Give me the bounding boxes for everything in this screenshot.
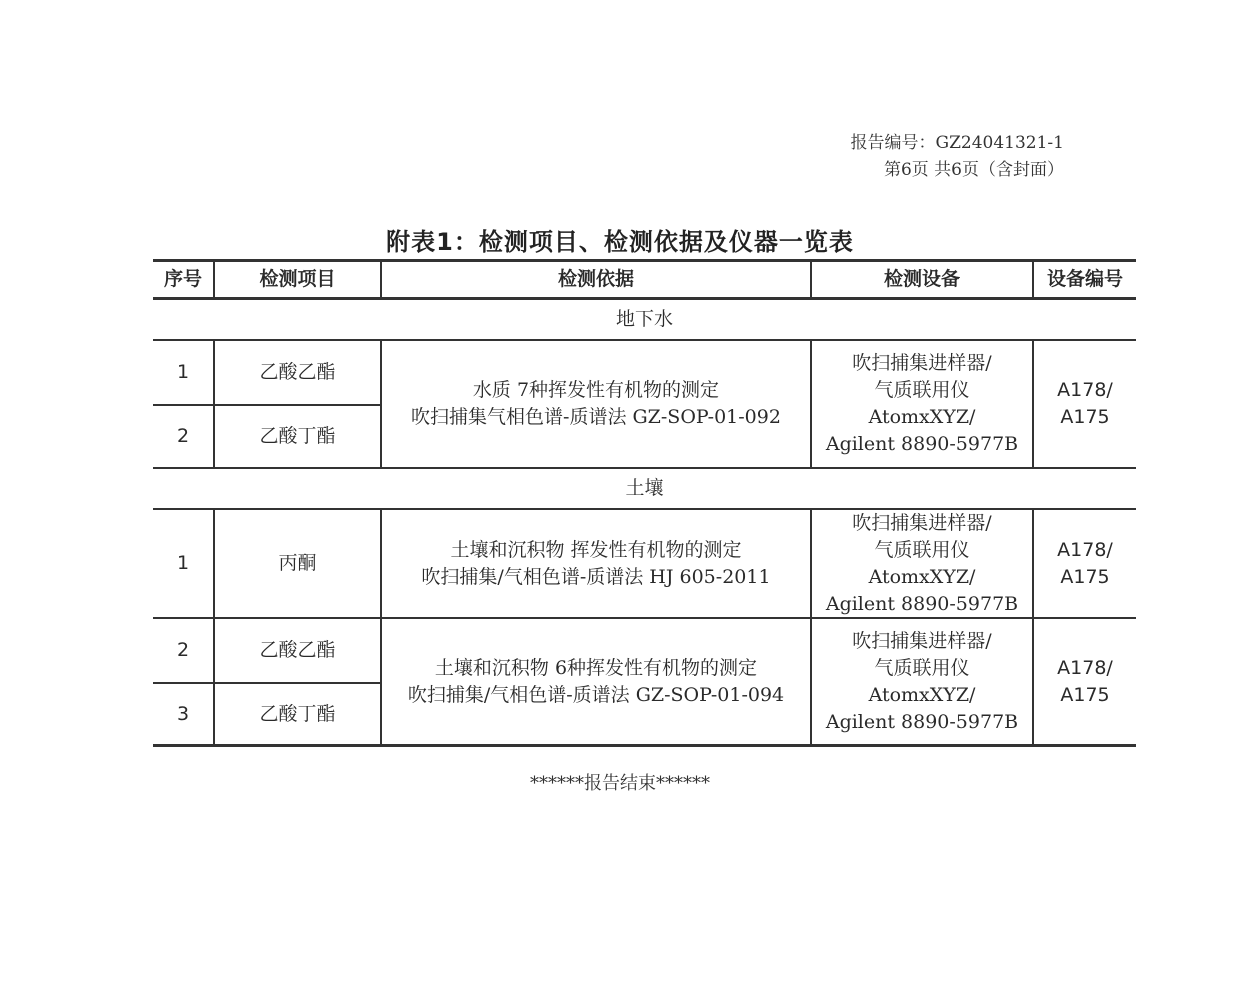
report-number: 报告编号：GZ24041321-1 [850, 133, 1064, 153]
col-header-equipment-no: 设备编号 [1046, 268, 1123, 290]
equipment-number-line: A175 [1060, 406, 1110, 428]
test-item: 丙酮 [278, 552, 317, 574]
equipment-line: Agilent 8890-5977B [825, 592, 1019, 615]
section-title-soil: 土壤 [625, 477, 664, 499]
test-item: 乙酸乙酯 [259, 361, 336, 383]
test-item: 乙酸乙酯 [259, 639, 336, 661]
equipment-number-line: A178/ [1057, 379, 1113, 401]
test-item: 乙酸丁酯 [259, 702, 336, 725]
equipment-line: Agilent 8890-5977B [825, 433, 1019, 455]
equipment-line: 吹扫捕集进样器/ [852, 629, 992, 652]
equipment-line: 吹扫捕集进样器/ [852, 511, 992, 534]
test-basis-line: 水质 7种挥发性有机物的测定 [472, 379, 720, 401]
test-basis-line: 吹扫捕集/气相色谱-质谱法 GZ-SOP-01-094 [407, 683, 785, 706]
equipment-number-line: A178/ [1057, 656, 1113, 679]
equipment-number-line: A175 [1060, 565, 1110, 588]
equipment-number [1034, 510, 1136, 617]
equipment-line: 气质联用仪 [874, 379, 970, 401]
equipment-number-line: A178/ [1057, 538, 1113, 561]
test-equipment [812, 619, 1032, 744]
table-bottom-border [153, 744, 1136, 747]
test-basis-line: 土壤和沉积物 6种挥发性有机物的测定 [434, 656, 758, 679]
test-basis [382, 510, 810, 617]
section-title-groundwater: 地下水 [615, 308, 673, 330]
row-number: 1 [176, 552, 190, 574]
table-title: 附表1：检测项目、检测依据及仪器一览表 [386, 228, 854, 256]
col-header-equipment: 检测设备 [883, 268, 960, 290]
equipment-line: 气质联用仪 [874, 656, 970, 679]
col-header-no: 序号 [163, 268, 202, 290]
test-equipment [812, 510, 1032, 617]
row-number: 2 [176, 425, 190, 447]
page-info: 第6页 共6页（含封面） [883, 160, 1064, 180]
test-item: 乙酸丁酯 [259, 425, 336, 447]
equipment-line: AtomxXYZ/ [868, 565, 976, 588]
equipment-line: 吹扫捕集进样器/ [852, 352, 992, 374]
row-number: 1 [176, 361, 190, 383]
equipment-number [1034, 619, 1136, 744]
report-end-marker: ******报告结束****** [530, 773, 710, 794]
col-header-basis: 检测依据 [557, 268, 634, 290]
equipment-number [1034, 341, 1136, 467]
test-basis [382, 341, 810, 467]
row-number: 2 [176, 639, 190, 661]
test-basis-line: 吹扫捕集/气相色谱-质谱法 HJ 605-2011 [421, 565, 771, 588]
test-basis [382, 619, 810, 744]
test-basis-line: 土壤和沉积物 挥发性有机物的测定 [450, 538, 742, 561]
equipment-line: AtomxXYZ/ [868, 406, 976, 428]
test-basis-line: 吹扫捕集气相色谱-质谱法 GZ-SOP-01-092 [411, 406, 781, 428]
equipment-line: Agilent 8890-5977B [825, 710, 1019, 733]
equipment-number-line: A175 [1060, 683, 1110, 706]
equipment-line: AtomxXYZ/ [868, 683, 976, 706]
report-header-meta [851, 130, 1064, 184]
row-number: 3 [176, 702, 190, 725]
equipment-line: 气质联用仪 [874, 538, 970, 561]
test-equipment [812, 341, 1032, 467]
col-header-item: 检测项目 [259, 268, 336, 290]
